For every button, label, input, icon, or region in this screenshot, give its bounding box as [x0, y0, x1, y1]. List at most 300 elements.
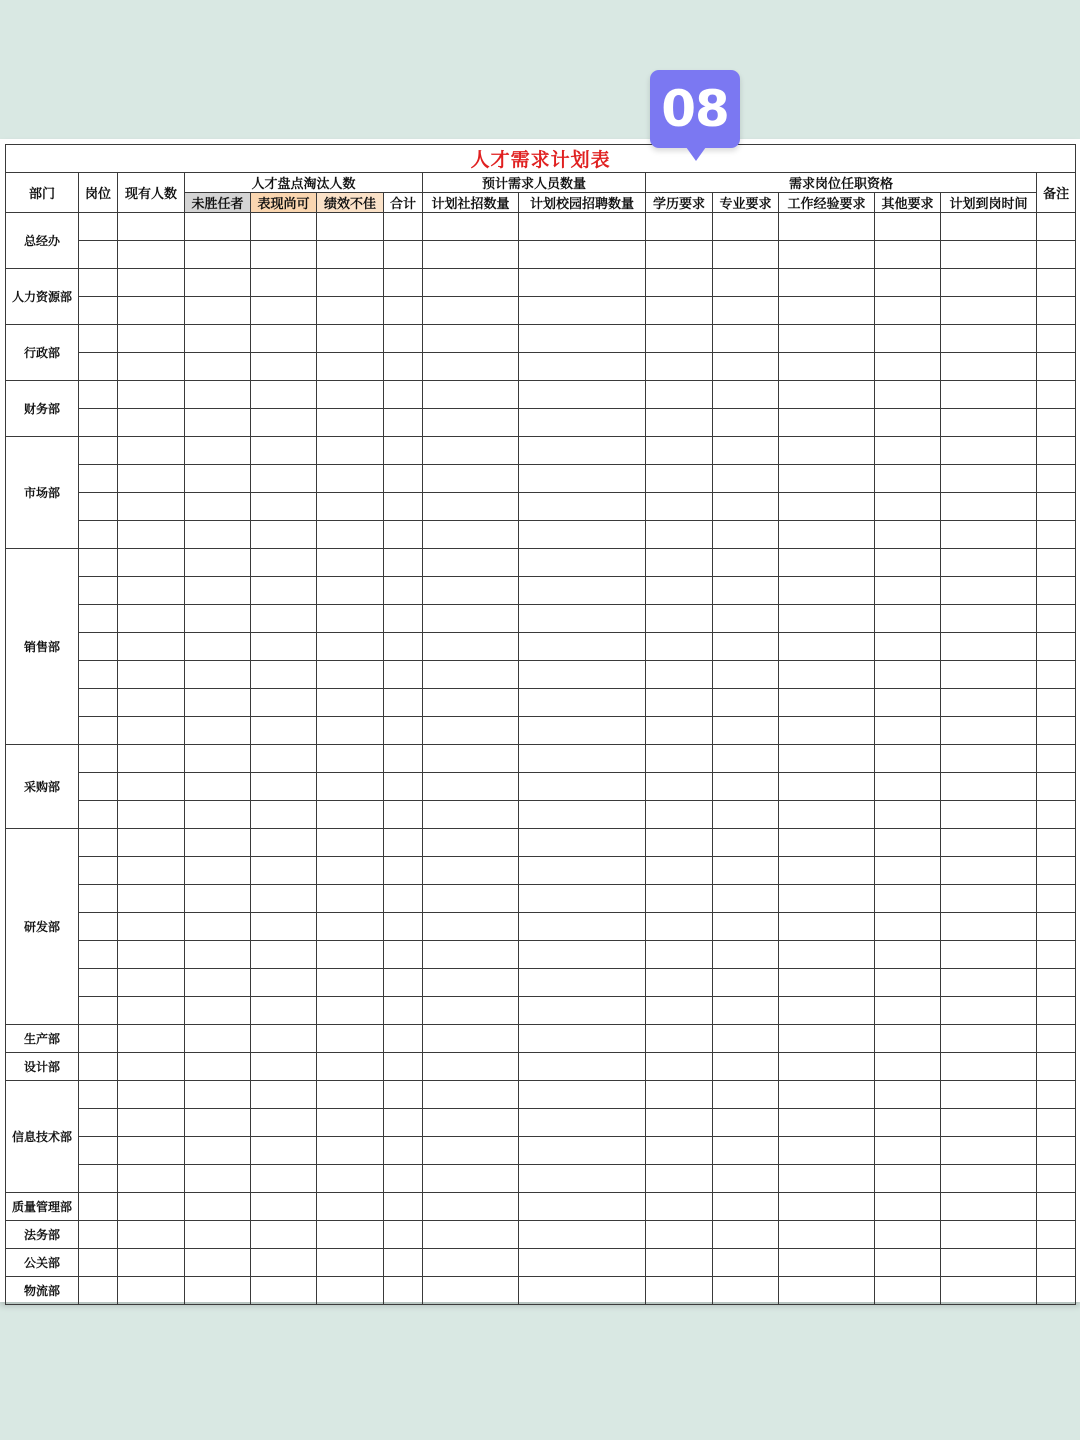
input-cell[interactable]	[941, 661, 1037, 689]
input-cell[interactable]	[1037, 297, 1076, 325]
input-cell[interactable]	[875, 325, 941, 353]
input-cell[interactable]	[423, 1277, 519, 1305]
input-cell[interactable]	[251, 689, 317, 717]
input-cell[interactable]	[423, 437, 519, 465]
input-cell[interactable]	[875, 521, 941, 549]
input-cell[interactable]	[646, 381, 713, 409]
input-cell[interactable]	[384, 577, 423, 605]
input-cell[interactable]	[79, 1277, 118, 1305]
input-cell[interactable]	[185, 633, 251, 661]
input-cell[interactable]	[118, 325, 185, 353]
input-cell[interactable]	[185, 521, 251, 549]
input-cell[interactable]	[941, 1249, 1037, 1277]
input-cell[interactable]	[713, 913, 779, 941]
input-cell[interactable]	[779, 1249, 875, 1277]
input-cell[interactable]	[519, 773, 646, 801]
input-cell[interactable]	[423, 689, 519, 717]
input-cell[interactable]	[118, 1165, 185, 1193]
input-cell[interactable]	[646, 661, 713, 689]
input-cell[interactable]	[779, 465, 875, 493]
input-cell[interactable]	[317, 689, 384, 717]
input-cell[interactable]	[779, 1109, 875, 1137]
input-cell[interactable]	[941, 913, 1037, 941]
input-cell[interactable]	[646, 1221, 713, 1249]
input-cell[interactable]	[1037, 633, 1076, 661]
input-cell[interactable]	[423, 1249, 519, 1277]
input-cell[interactable]	[118, 857, 185, 885]
input-cell[interactable]	[251, 997, 317, 1025]
input-cell[interactable]	[118, 437, 185, 465]
input-cell[interactable]	[118, 941, 185, 969]
input-cell[interactable]	[941, 1137, 1037, 1165]
input-cell[interactable]	[251, 913, 317, 941]
input-cell[interactable]	[875, 1109, 941, 1137]
input-cell[interactable]	[317, 633, 384, 661]
input-cell[interactable]	[185, 269, 251, 297]
input-cell[interactable]	[423, 381, 519, 409]
input-cell[interactable]	[713, 1165, 779, 1193]
input-cell[interactable]	[875, 381, 941, 409]
input-cell[interactable]	[779, 577, 875, 605]
input-cell[interactable]	[519, 213, 646, 241]
input-cell[interactable]	[779, 1025, 875, 1053]
input-cell[interactable]	[779, 1165, 875, 1193]
input-cell[interactable]	[185, 1221, 251, 1249]
input-cell[interactable]	[185, 605, 251, 633]
input-cell[interactable]	[713, 493, 779, 521]
input-cell[interactable]	[185, 493, 251, 521]
input-cell[interactable]	[423, 213, 519, 241]
input-cell[interactable]	[79, 353, 118, 381]
input-cell[interactable]	[875, 493, 941, 521]
input-cell[interactable]	[779, 269, 875, 297]
input-cell[interactable]	[251, 829, 317, 857]
input-cell[interactable]	[875, 913, 941, 941]
input-cell[interactable]	[79, 969, 118, 997]
input-cell[interactable]	[384, 885, 423, 913]
input-cell[interactable]	[941, 1081, 1037, 1109]
input-cell[interactable]	[519, 969, 646, 997]
input-cell[interactable]	[423, 493, 519, 521]
input-cell[interactable]	[519, 941, 646, 969]
input-cell[interactable]	[317, 1025, 384, 1053]
input-cell[interactable]	[79, 745, 118, 773]
input-cell[interactable]	[941, 325, 1037, 353]
input-cell[interactable]	[185, 829, 251, 857]
input-cell[interactable]	[118, 1081, 185, 1109]
input-cell[interactable]	[519, 745, 646, 773]
input-cell[interactable]	[317, 745, 384, 773]
input-cell[interactable]	[251, 717, 317, 745]
input-cell[interactable]	[251, 857, 317, 885]
input-cell[interactable]	[384, 381, 423, 409]
input-cell[interactable]	[941, 829, 1037, 857]
input-cell[interactable]	[519, 1221, 646, 1249]
input-cell[interactable]	[118, 745, 185, 773]
input-cell[interactable]	[519, 549, 646, 577]
input-cell[interactable]	[423, 661, 519, 689]
input-cell[interactable]	[519, 661, 646, 689]
input-cell[interactable]	[875, 717, 941, 745]
input-cell[interactable]	[185, 969, 251, 997]
input-cell[interactable]	[251, 1109, 317, 1137]
input-cell[interactable]	[185, 297, 251, 325]
input-cell[interactable]	[423, 801, 519, 829]
input-cell[interactable]	[317, 997, 384, 1025]
input-cell[interactable]	[1037, 829, 1076, 857]
input-cell[interactable]	[423, 1109, 519, 1137]
input-cell[interactable]	[713, 829, 779, 857]
input-cell[interactable]	[519, 633, 646, 661]
input-cell[interactable]	[779, 717, 875, 745]
input-cell[interactable]	[779, 801, 875, 829]
input-cell[interactable]	[317, 1081, 384, 1109]
input-cell[interactable]	[79, 241, 118, 269]
input-cell[interactable]	[423, 297, 519, 325]
input-cell[interactable]	[118, 241, 185, 269]
input-cell[interactable]	[779, 297, 875, 325]
input-cell[interactable]	[79, 1221, 118, 1249]
input-cell[interactable]	[519, 829, 646, 857]
input-cell[interactable]	[384, 969, 423, 997]
input-cell[interactable]	[423, 1137, 519, 1165]
input-cell[interactable]	[875, 689, 941, 717]
input-cell[interactable]	[713, 997, 779, 1025]
input-cell[interactable]	[185, 1081, 251, 1109]
input-cell[interactable]	[317, 969, 384, 997]
input-cell[interactable]	[423, 1081, 519, 1109]
input-cell[interactable]	[941, 213, 1037, 241]
input-cell[interactable]	[779, 997, 875, 1025]
input-cell[interactable]	[118, 829, 185, 857]
input-cell[interactable]	[317, 1193, 384, 1221]
input-cell[interactable]	[185, 773, 251, 801]
input-cell[interactable]	[519, 717, 646, 745]
input-cell[interactable]	[646, 1165, 713, 1193]
input-cell[interactable]	[519, 1025, 646, 1053]
input-cell[interactable]	[646, 549, 713, 577]
input-cell[interactable]	[251, 241, 317, 269]
input-cell[interactable]	[779, 381, 875, 409]
input-cell[interactable]	[251, 381, 317, 409]
input-cell[interactable]	[713, 689, 779, 717]
input-cell[interactable]	[713, 577, 779, 605]
input-cell[interactable]	[251, 325, 317, 353]
input-cell[interactable]	[1037, 801, 1076, 829]
input-cell[interactable]	[779, 549, 875, 577]
input-cell[interactable]	[646, 1137, 713, 1165]
input-cell[interactable]	[251, 493, 317, 521]
input-cell[interactable]	[384, 549, 423, 577]
input-cell[interactable]	[713, 745, 779, 773]
input-cell[interactable]	[941, 353, 1037, 381]
input-cell[interactable]	[875, 465, 941, 493]
input-cell[interactable]	[941, 297, 1037, 325]
input-cell[interactable]	[317, 325, 384, 353]
input-cell[interactable]	[713, 885, 779, 913]
input-cell[interactable]	[384, 857, 423, 885]
input-cell[interactable]	[317, 381, 384, 409]
input-cell[interactable]	[79, 941, 118, 969]
input-cell[interactable]	[423, 521, 519, 549]
input-cell[interactable]	[79, 577, 118, 605]
input-cell[interactable]	[779, 969, 875, 997]
input-cell[interactable]	[1037, 241, 1076, 269]
input-cell[interactable]	[118, 633, 185, 661]
input-cell[interactable]	[875, 633, 941, 661]
input-cell[interactable]	[384, 745, 423, 773]
input-cell[interactable]	[317, 913, 384, 941]
input-cell[interactable]	[1037, 1137, 1076, 1165]
input-cell[interactable]	[317, 437, 384, 465]
input-cell[interactable]	[251, 941, 317, 969]
input-cell[interactable]	[1037, 213, 1076, 241]
input-cell[interactable]	[713, 213, 779, 241]
input-cell[interactable]	[384, 465, 423, 493]
input-cell[interactable]	[713, 717, 779, 745]
input-cell[interactable]	[384, 1025, 423, 1053]
input-cell[interactable]	[118, 297, 185, 325]
input-cell[interactable]	[185, 1165, 251, 1193]
input-cell[interactable]	[646, 269, 713, 297]
input-cell[interactable]	[941, 1277, 1037, 1305]
input-cell[interactable]	[118, 269, 185, 297]
input-cell[interactable]	[118, 577, 185, 605]
input-cell[interactable]	[185, 549, 251, 577]
input-cell[interactable]	[875, 213, 941, 241]
input-cell[interactable]	[1037, 381, 1076, 409]
input-cell[interactable]	[941, 1109, 1037, 1137]
input-cell[interactable]	[317, 941, 384, 969]
input-cell[interactable]	[185, 689, 251, 717]
input-cell[interactable]	[1037, 577, 1076, 605]
input-cell[interactable]	[779, 633, 875, 661]
input-cell[interactable]	[713, 1137, 779, 1165]
input-cell[interactable]	[519, 1249, 646, 1277]
input-cell[interactable]	[118, 381, 185, 409]
input-cell[interactable]	[779, 857, 875, 885]
input-cell[interactable]	[713, 661, 779, 689]
input-cell[interactable]	[875, 577, 941, 605]
input-cell[interactable]	[423, 325, 519, 353]
input-cell[interactable]	[79, 633, 118, 661]
input-cell[interactable]	[875, 941, 941, 969]
input-cell[interactable]	[646, 297, 713, 325]
input-cell[interactable]	[519, 801, 646, 829]
input-cell[interactable]	[118, 1109, 185, 1137]
input-cell[interactable]	[423, 997, 519, 1025]
input-cell[interactable]	[519, 1137, 646, 1165]
input-cell[interactable]	[118, 1249, 185, 1277]
input-cell[interactable]	[1037, 941, 1076, 969]
input-cell[interactable]	[423, 885, 519, 913]
input-cell[interactable]	[251, 521, 317, 549]
input-cell[interactable]	[941, 997, 1037, 1025]
input-cell[interactable]	[519, 857, 646, 885]
input-cell[interactable]	[384, 493, 423, 521]
input-cell[interactable]	[79, 605, 118, 633]
input-cell[interactable]	[1037, 605, 1076, 633]
input-cell[interactable]	[79, 885, 118, 913]
input-cell[interactable]	[519, 241, 646, 269]
input-cell[interactable]	[519, 577, 646, 605]
input-cell[interactable]	[779, 409, 875, 437]
input-cell[interactable]	[79, 1025, 118, 1053]
input-cell[interactable]	[118, 493, 185, 521]
input-cell[interactable]	[317, 857, 384, 885]
input-cell[interactable]	[941, 1025, 1037, 1053]
input-cell[interactable]	[779, 1221, 875, 1249]
input-cell[interactable]	[646, 913, 713, 941]
input-cell[interactable]	[646, 521, 713, 549]
input-cell[interactable]	[79, 689, 118, 717]
input-cell[interactable]	[79, 661, 118, 689]
input-cell[interactable]	[646, 409, 713, 437]
input-cell[interactable]	[713, 437, 779, 465]
input-cell[interactable]	[118, 549, 185, 577]
input-cell[interactable]	[1037, 717, 1076, 745]
input-cell[interactable]	[941, 633, 1037, 661]
input-cell[interactable]	[185, 661, 251, 689]
input-cell[interactable]	[1037, 1081, 1076, 1109]
input-cell[interactable]	[646, 1081, 713, 1109]
input-cell[interactable]	[1037, 857, 1076, 885]
input-cell[interactable]	[423, 465, 519, 493]
input-cell[interactable]	[423, 857, 519, 885]
input-cell[interactable]	[384, 717, 423, 745]
input-cell[interactable]	[713, 941, 779, 969]
input-cell[interactable]	[251, 269, 317, 297]
input-cell[interactable]	[384, 1081, 423, 1109]
input-cell[interactable]	[317, 605, 384, 633]
input-cell[interactable]	[384, 1249, 423, 1277]
input-cell[interactable]	[384, 353, 423, 381]
input-cell[interactable]	[646, 689, 713, 717]
input-cell[interactable]	[317, 577, 384, 605]
input-cell[interactable]	[423, 353, 519, 381]
input-cell[interactable]	[1037, 1221, 1076, 1249]
input-cell[interactable]	[79, 297, 118, 325]
input-cell[interactable]	[317, 353, 384, 381]
input-cell[interactable]	[646, 1053, 713, 1081]
input-cell[interactable]	[779, 213, 875, 241]
input-cell[interactable]	[384, 409, 423, 437]
input-cell[interactable]	[713, 549, 779, 577]
input-cell[interactable]	[941, 241, 1037, 269]
input-cell[interactable]	[646, 745, 713, 773]
input-cell[interactable]	[1037, 1053, 1076, 1081]
input-cell[interactable]	[875, 997, 941, 1025]
input-cell[interactable]	[251, 1165, 317, 1193]
input-cell[interactable]	[185, 745, 251, 773]
input-cell[interactable]	[185, 1137, 251, 1165]
input-cell[interactable]	[384, 801, 423, 829]
input-cell[interactable]	[384, 913, 423, 941]
input-cell[interactable]	[646, 241, 713, 269]
input-cell[interactable]	[384, 997, 423, 1025]
input-cell[interactable]	[317, 1109, 384, 1137]
input-cell[interactable]	[713, 353, 779, 381]
input-cell[interactable]	[779, 1137, 875, 1165]
input-cell[interactable]	[875, 549, 941, 577]
input-cell[interactable]	[384, 689, 423, 717]
input-cell[interactable]	[779, 829, 875, 857]
input-cell[interactable]	[79, 381, 118, 409]
input-cell[interactable]	[317, 409, 384, 437]
input-cell[interactable]	[941, 969, 1037, 997]
input-cell[interactable]	[941, 269, 1037, 297]
input-cell[interactable]	[79, 1109, 118, 1137]
input-cell[interactable]	[779, 1053, 875, 1081]
input-cell[interactable]	[646, 801, 713, 829]
input-cell[interactable]	[875, 829, 941, 857]
input-cell[interactable]	[185, 913, 251, 941]
input-cell[interactable]	[118, 969, 185, 997]
input-cell[interactable]	[251, 1221, 317, 1249]
input-cell[interactable]	[779, 437, 875, 465]
input-cell[interactable]	[251, 1137, 317, 1165]
input-cell[interactable]	[79, 1053, 118, 1081]
input-cell[interactable]	[779, 941, 875, 969]
input-cell[interactable]	[251, 1081, 317, 1109]
input-cell[interactable]	[251, 465, 317, 493]
input-cell[interactable]	[317, 661, 384, 689]
input-cell[interactable]	[875, 1053, 941, 1081]
input-cell[interactable]	[384, 1053, 423, 1081]
input-cell[interactable]	[646, 829, 713, 857]
input-cell[interactable]	[713, 857, 779, 885]
input-cell[interactable]	[779, 661, 875, 689]
input-cell[interactable]	[79, 773, 118, 801]
input-cell[interactable]	[519, 1165, 646, 1193]
input-cell[interactable]	[875, 1277, 941, 1305]
input-cell[interactable]	[519, 1053, 646, 1081]
input-cell[interactable]	[79, 521, 118, 549]
input-cell[interactable]	[646, 1109, 713, 1137]
input-cell[interactable]	[875, 745, 941, 773]
input-cell[interactable]	[251, 801, 317, 829]
input-cell[interactable]	[875, 1193, 941, 1221]
input-cell[interactable]	[185, 241, 251, 269]
input-cell[interactable]	[941, 549, 1037, 577]
input-cell[interactable]	[1037, 997, 1076, 1025]
input-cell[interactable]	[423, 549, 519, 577]
input-cell[interactable]	[118, 1137, 185, 1165]
input-cell[interactable]	[317, 829, 384, 857]
input-cell[interactable]	[875, 1165, 941, 1193]
input-cell[interactable]	[423, 745, 519, 773]
input-cell[interactable]	[713, 269, 779, 297]
input-cell[interactable]	[251, 353, 317, 381]
input-cell[interactable]	[1037, 1193, 1076, 1221]
input-cell[interactable]	[779, 325, 875, 353]
input-cell[interactable]	[713, 1053, 779, 1081]
input-cell[interactable]	[384, 633, 423, 661]
input-cell[interactable]	[875, 1221, 941, 1249]
input-cell[interactable]	[941, 465, 1037, 493]
input-cell[interactable]	[1037, 269, 1076, 297]
input-cell[interactable]	[646, 717, 713, 745]
input-cell[interactable]	[317, 269, 384, 297]
input-cell[interactable]	[79, 549, 118, 577]
input-cell[interactable]	[118, 717, 185, 745]
input-cell[interactable]	[779, 1081, 875, 1109]
input-cell[interactable]	[79, 997, 118, 1025]
input-cell[interactable]	[1037, 689, 1076, 717]
input-cell[interactable]	[1037, 437, 1076, 465]
input-cell[interactable]	[384, 1165, 423, 1193]
input-cell[interactable]	[779, 1277, 875, 1305]
